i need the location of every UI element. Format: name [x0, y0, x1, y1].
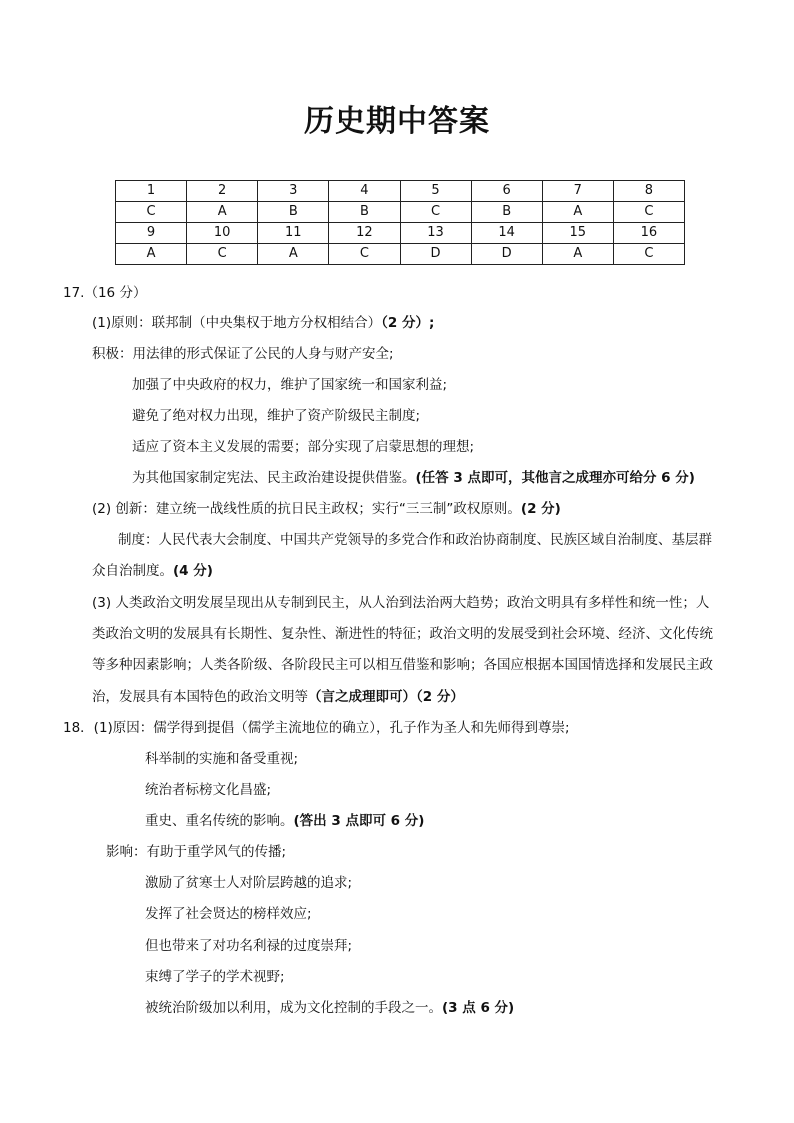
answer-line	[92, 655, 713, 675]
answer-line-text: 为其他国家制定宪法、民主政治建设提供借鉴。	[132, 470, 416, 486]
answer-line-text: 治，发展具有本国特色的政治文明等	[92, 689, 308, 705]
answer-line-text: 重史、重名传统的影响。	[145, 813, 294, 829]
question-number-row	[116, 223, 685, 244]
answer-line-text: 激励了贫寒士人对阶层跨越的追求;	[145, 875, 353, 891]
answer-line-text: 等多种因素影响；人类各阶级、各阶段民主可以相互借鉴和影响；各国应根据本国国情选择和发展民主政	[92, 657, 713, 673]
answer-line	[92, 561, 213, 581]
answer-line-text: 17.（16 分）	[63, 285, 147, 301]
answer-cell: A	[542, 244, 613, 265]
answer-line	[145, 873, 352, 893]
page-title: 历史期中答案	[304, 104, 490, 139]
score-note: (任答 3 点即可，其他言之成理亦可给分 6 分)	[415, 470, 695, 486]
answer-table	[115, 180, 685, 265]
question-number-cell: 5	[400, 181, 471, 202]
score-note: （言之成理即可）（2 分）	[308, 689, 464, 705]
answer-cell: B	[258, 202, 329, 223]
answer-line-text: (3) 人类政治文明发展呈现出从专制到民主，从人治到法治两大趋势；政治文明具有多样性和统一性；人	[92, 595, 710, 611]
answer-line	[92, 499, 561, 519]
answer-line	[92, 344, 394, 364]
question-number-row	[116, 181, 685, 202]
answer-cell: D	[400, 244, 471, 265]
answer-cell: A	[542, 202, 613, 223]
answer-line-text: (2) 创新：建立统一战线性质的抗日民主政权；实行“三三制”政权原则。	[92, 501, 521, 517]
answer-line-text: 避免了绝对权力出现，维护了资产阶级民主制度;	[132, 408, 421, 424]
answer-line	[92, 593, 709, 613]
question-number-cell: 3	[258, 181, 329, 202]
answer-row	[116, 244, 685, 265]
answer-line	[132, 468, 695, 488]
question-number-cell: 2	[187, 181, 258, 202]
answer-line	[118, 530, 712, 550]
answer-line-text: 影响：有助于重学风气的传播;	[106, 844, 287, 860]
answer-line	[92, 313, 434, 333]
answer-cell: A	[187, 202, 258, 223]
answer-cell: A	[258, 244, 329, 265]
question-number-cell: 9	[116, 223, 187, 244]
question-number-cell: 10	[187, 223, 258, 244]
question-number-cell: 1	[116, 181, 187, 202]
score-note: (4 分)	[173, 563, 213, 579]
answer-cell: B	[329, 202, 400, 223]
answer-line	[145, 998, 514, 1018]
answer-line	[63, 283, 146, 303]
answer-line	[145, 749, 298, 769]
answer-line-text: (1)原则：联邦制（中央集权于地方分权相结合）	[92, 315, 382, 331]
answer-cell: C	[329, 244, 400, 265]
score-note: (2 分)	[520, 501, 561, 517]
question-number-cell: 6	[471, 181, 542, 202]
answer-line-text: 加强了中央政府的权力，维护了国家统一和国家利益;	[132, 377, 448, 393]
answer-cell: C	[187, 244, 258, 265]
answer-cell: D	[471, 244, 542, 265]
score-note: (3 点 6 分)	[442, 1000, 515, 1016]
question-number-cell: 14	[471, 223, 542, 244]
answer-line-text: 被统治阶级加以利用，成为文化控制的手段之一。	[145, 1000, 442, 1016]
answer-line	[132, 375, 447, 395]
answer-line-text: 适应了资本主义发展的需要；部分实现了启蒙思想的理想;	[132, 439, 475, 455]
answer-line-text: 但也带来了对功名利禄的过度崇拜;	[145, 938, 353, 954]
question-number-cell: 16	[613, 223, 684, 244]
answer-line-text: 统治者标榜文化昌盛;	[145, 782, 272, 798]
answer-line-text: 科举制的实施和备受重视;	[145, 751, 299, 767]
answer-cell: C	[400, 202, 471, 223]
answer-line-text: 束缚了学子的学术视野;	[145, 969, 285, 985]
question-number-cell: 15	[542, 223, 613, 244]
answer-line	[145, 811, 424, 831]
question-number-cell: 11	[258, 223, 329, 244]
score-note: （2 分）;	[381, 315, 435, 331]
answer-cell: B	[471, 202, 542, 223]
answer-line	[145, 780, 271, 800]
answer-line	[132, 437, 474, 457]
answer-line	[145, 967, 285, 987]
score-note: (答出 3 点即可 6 分)	[293, 813, 425, 829]
answer-cell: C	[116, 202, 187, 223]
answer-cell: C	[613, 244, 684, 265]
answer-line-text: 制度：人民代表大会制度、中国共产党领导的多党合作和政治协商制度、民族区域自治制度、基层群	[118, 532, 712, 548]
answer-line	[63, 718, 570, 738]
question-number-cell: 13	[400, 223, 471, 244]
answer-line	[92, 687, 464, 707]
answer-line-text: 类政治文明的发展具有长期性、复杂性、渐进性的特征；政治文明的发展受到社会环境、经济、文化传统	[92, 626, 713, 642]
question-number-cell: 4	[329, 181, 400, 202]
question-number-cell: 12	[329, 223, 400, 244]
question-number-cell: 8	[613, 181, 684, 202]
answer-line	[132, 406, 420, 426]
answer-line	[145, 936, 352, 956]
answer-line	[106, 842, 286, 862]
answer-cell: A	[116, 244, 187, 265]
answer-line-text: 众自治制度。	[92, 563, 173, 579]
answer-line-text: 积极：用法律的形式保证了公民的人身与财产安全;	[92, 346, 394, 362]
answer-row	[116, 202, 685, 223]
question-number-cell: 7	[542, 181, 613, 202]
answer-line	[92, 624, 713, 644]
answer-line-text: 18．(1)原因：儒学得到提倡（儒学主流地位的确立），孔子作为圣人和先师得到尊崇;	[63, 720, 570, 736]
answer-cell: C	[613, 202, 684, 223]
answer-line	[145, 904, 312, 924]
answer-line-text: 发挥了社会贤达的榜样效应;	[145, 906, 312, 922]
